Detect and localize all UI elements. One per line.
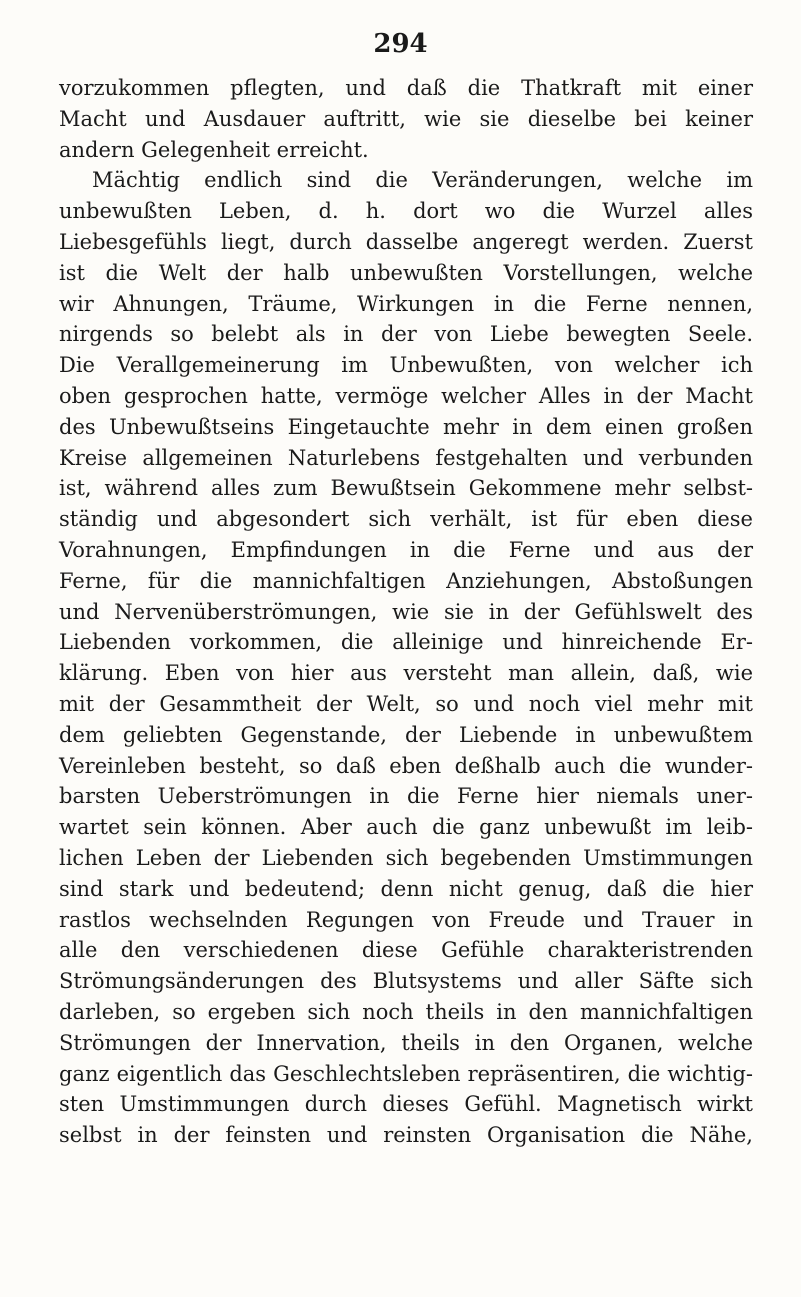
text-line: andern Gelegenheit erreicht. <box>59 137 369 162</box>
text-line: Die Verallgemeinerung im Unbewußten, von welcher ich <box>59 353 753 378</box>
text-line: rastlos wechselnden Regungen von Freude und Trauer in <box>59 907 753 932</box>
text-line: Mächtig endlich sind die Veränderungen, welche im <box>92 168 753 193</box>
text-line: wir Ahnungen, Träume, Wirkungen in die Ferne nennen, <box>59 291 753 316</box>
text-line: selbst in der feinsten und reinsten Organisation die Nähe, <box>59 1123 753 1148</box>
text-line: und Nervenüberströmungen, wie sie in der Gefühlswelt des <box>59 599 753 624</box>
text-line: Strömungsänderungen des Blutsystems und aller Säfte sich <box>59 969 753 994</box>
text-line: ganz eigentlich das Geschlechtsleben repräsentiren, die wichtig- <box>59 1061 753 1086</box>
text-line: nirgends so belebt als in der von Liebe bewegten Seele. <box>59 322 753 347</box>
body-text <box>59 73 753 1151</box>
text-line: wartet sein können. Aber auch die ganz unbewußt im leib- <box>59 815 753 840</box>
text-line: lichen Leben der Liebenden sich begebenden Umstimmungen <box>59 845 753 870</box>
text-line: ist die Welt der halb unbewußten Vorstellungen, welche <box>59 260 753 285</box>
text-line: sind stark und bedeutend; denn nicht genug, daß die hier <box>59 876 753 901</box>
text-line: darleben, so ergeben sich noch theils in den mannichfaltigen <box>59 999 753 1024</box>
text-line: Macht und Ausdauer auftritt, wie sie dieselbe bei keiner <box>59 106 753 131</box>
text-line: Vorahnungen, Empfindungen in die Ferne und aus der <box>59 537 753 562</box>
text-line: oben gesprochen hatte, vermöge welcher Alles in der Macht <box>59 383 753 408</box>
text-line: barsten Ueberströmungen in die Ferne hier niemals uner- <box>59 784 753 809</box>
text-line: Kreise allgemeinen Naturlebens festgehalten und verbunden <box>59 445 753 470</box>
text-line: mit der Gesammtheit der Welt, so und noch viel mehr mit <box>59 691 753 716</box>
text-line: Liebenden vorkommen, die alleinige und hinreichende Er- <box>59 630 753 655</box>
text-line: Ferne, für die mannichfaltigen Anziehungen, Abstoßungen <box>59 568 753 593</box>
page-number: 294 <box>373 29 428 59</box>
text-line: des Unbewußtseins Eingetauchte mehr in dem einen großen <box>59 414 753 439</box>
text-line: Liebesgefühls liegt, durch dasselbe angeregt werden. Zuerst <box>59 229 753 254</box>
text-line: ständig und abgesondert sich verhält, ist für eben diese <box>59 507 753 532</box>
text-line: ist, während alles zum Bewußtsein Gekommene mehr selbst- <box>59 476 753 501</box>
text-line: alle den verschiedenen diese Gefühle charakteristrenden <box>59 938 753 963</box>
text-line: vorzukommen pflegten, und daß die Thatkraft mit einer <box>59 76 753 100</box>
text-line: dem geliebten Gegenstande, der Liebende in unbewußtem <box>59 722 753 747</box>
text-line: Vereinleben besteht, so daß eben deßhalb auch die wunder- <box>59 753 753 778</box>
text-line: Strömungen der Innervation, theils in den Organen, welche <box>59 1030 753 1055</box>
text-line: sten Umstimmungen durch dieses Gefühl. Magnetisch wirkt <box>59 1092 753 1117</box>
text-line: klärung. Eben von hier aus versteht man allein, daß, wie <box>59 661 753 686</box>
text-line: unbewußten Leben, d. h. dort wo die Wurzel alles <box>59 199 753 224</box>
